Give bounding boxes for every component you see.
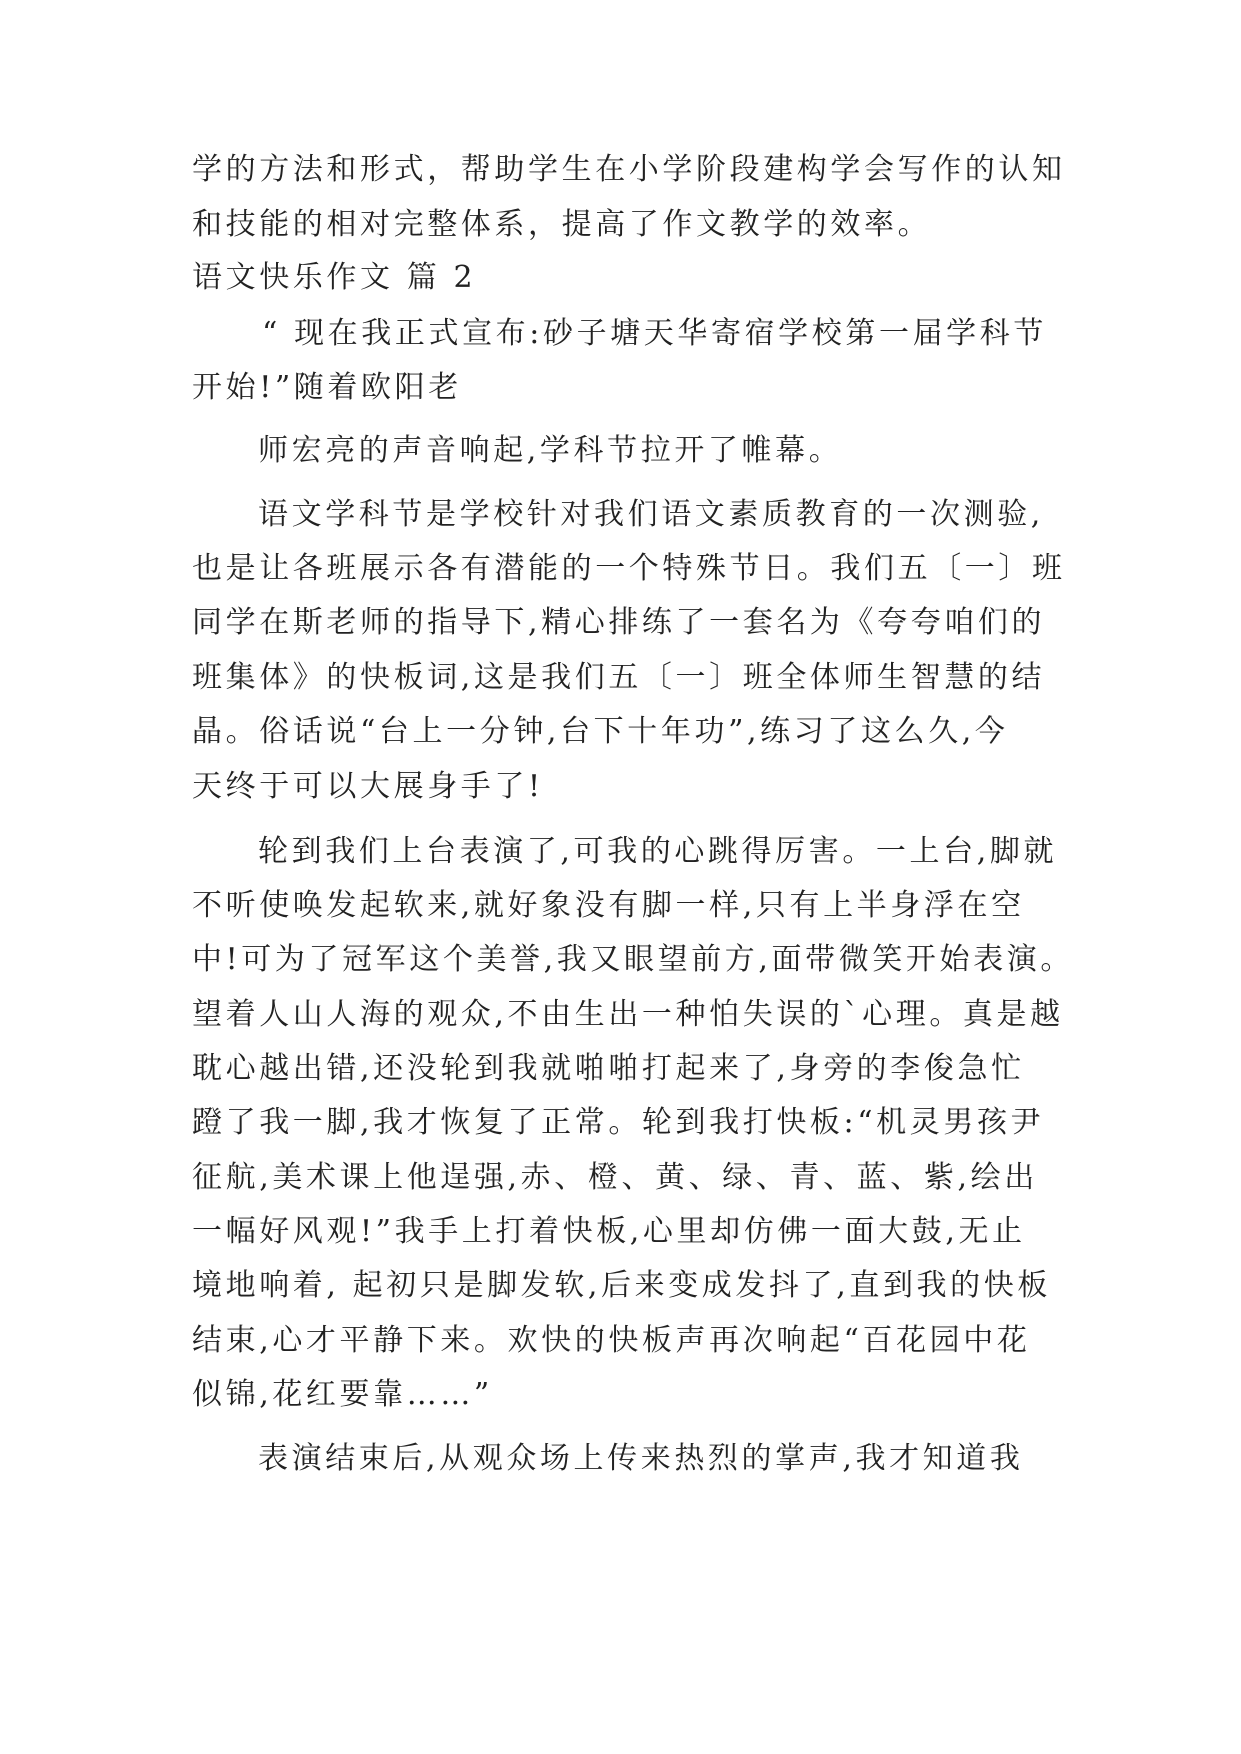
text-line: 结束,心才平静下来。欢快的快板声再次响起“百花园中花: [192, 1323, 1031, 1358]
text-line: 学的方法和形式，帮助学生在小学阶段建构学会写作的认知: [192, 152, 1066, 187]
text-line: 天终于可以大展身手了!: [192, 769, 544, 804]
text-line: 轮到我们上台表演了,可我的心跳得厉害。一上台,脚就: [258, 834, 1058, 869]
text-line: 耽心越出错,还没轮到我就啪啪打起来了,身旁的李俊急忙: [192, 1051, 1025, 1086]
text-line: 也是让各班展示各有潜能的一个特殊节日。我们五〔一〕班: [192, 551, 1066, 586]
text-line: 蹬了我一脚,我才恢复了正常。轮到我打快板:“机灵男孩尹: [192, 1105, 1045, 1140]
text-line: 境地响着, 起初只是脚发软,后来变成发抖了,直到我的快板: [192, 1268, 1051, 1303]
text-line: 望着人山人海的观众,不由生出一种怕失误的`心理。真是越: [192, 997, 1064, 1032]
text-line: 语文学科节是学校针对我们语文素质教育的一次测验,: [258, 497, 1044, 532]
text-line: 和技能的相对完整体系，提高了作文教学的效率。: [192, 207, 932, 242]
section-heading: 语文快乐作文 篇 2: [192, 260, 477, 295]
text-line: 同学在斯老师的指导下,精心排练了一套名为《夸夸咱们的: [192, 605, 1046, 640]
text-line: “ 现在我正式宣布:砂子塘天华寄宿学校第一届学科节: [262, 316, 1047, 351]
text-line: 一幅好风观!”我手上打着快板,心里却仿佛一面大鼓,无止: [192, 1214, 1026, 1249]
text-line: 征航,美术课上他逞强,赤、橙、黄、绿、青、蓝、紫,绘出: [192, 1160, 1038, 1195]
text-line: 师宏亮的声音响起,学科节拉开了帷幕。: [258, 433, 843, 468]
text-line: 似锦,花红要靠……”: [192, 1377, 493, 1412]
text-line: 晶。俗话说“台上一分钟,台下十年功”,练习了这么久,今: [192, 714, 1009, 749]
text-line: 中!可为了冠军这个美誉,我又眼望前方,面带微笑开始表演。: [192, 942, 1074, 977]
text-line: 开始!”随着欧阳老: [192, 370, 462, 405]
text-line: 表演结束后,从观众场上传来热烈的掌声,我才知道我: [258, 1441, 1024, 1476]
text-line: 不听使唤发起软来,就好象没有脚一样,只有上半身浮在空: [192, 888, 1025, 923]
text-line: 班集体》的快板词,这是我们五〔一〕班全体师生智慧的结: [192, 660, 1046, 695]
